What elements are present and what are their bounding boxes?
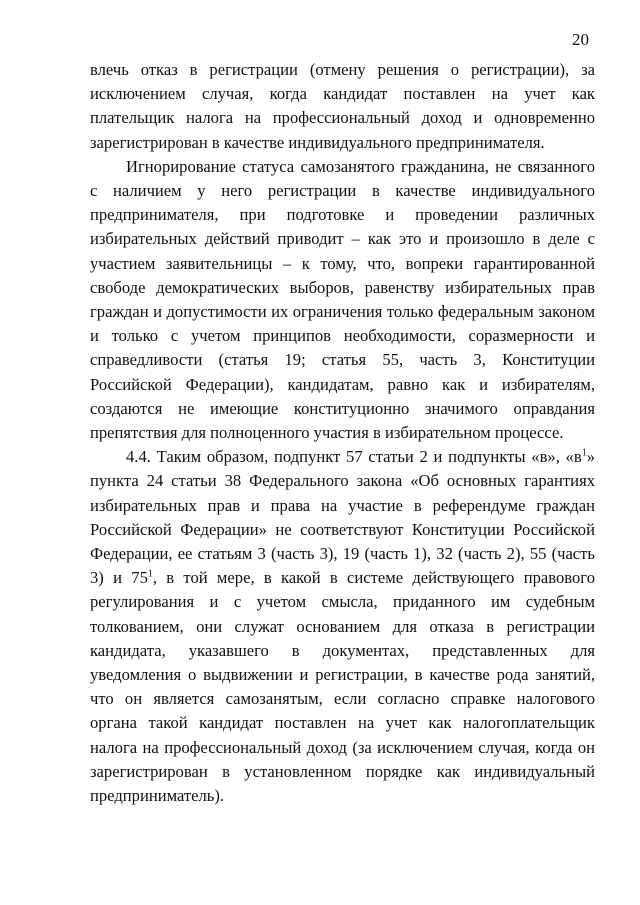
conclusion-text-part-1: 4.4. Таким образом, подпункт 57 статьи 2 и подпункты «в», «в [126, 447, 582, 467]
paragraph-continuation: влечь отказ в регистрации (отмену решения о регистрации), за исключением случая, когда кандидат поставлен на учет как плательщик налога на профессиональный доход и одновременно зарегистрирован в качестве индивидуального предпринимателя. [90, 60, 595, 152]
superscript-2: 1 [147, 568, 153, 580]
conclusion-text-part-3: , в той мере, в какой в системе действующего правового регулирования и с учетом смысла, приданного им судебным толкованием, они служат основанием для отказа в регистрации кандидата, указавшего в документах, представленных для уведомления о выдвижении и регистрации, в качестве рода занятий, что он является самозанятым, если согласно справке налогового органа такой кандидат поставлен на учет как налогоплательщик налога на профессиональный доход (за исключением случая, когда он зарегистрирован в установленном порядке как индивидуальный предприниматель). [90, 568, 595, 806]
page-number: 20 [572, 30, 589, 49]
document-body [90, 58, 595, 808]
paragraph-conclusion-4-4 [90, 445, 595, 808]
conclusion-text-part-2: » пункта 24 статьи 38 Федерального закона «Об основных гарантиях избирательных прав и права на участие в референдуме граждан Российской Федерации» не соответствуют Конституции Российской Федерации, ее статьям 3 (часть 3), 19 (часть 1), 32 (часть 2), 55 (часть 3) и 75 [90, 447, 595, 588]
paragraph-self-employed-status: Игнорирование статуса самозанятого гражданина, не связанного с наличием у него регистрации в качестве индивидуального предпринимателя, при подготовке и проведении различных избирательных действий приводит – как это и произошло в деле с участием заявительницы – к тому, что, вопреки гарантированной свободе демократических выборов, равенству избирательных прав граждан и допустимости их ограничения только федеральным законом и только с учетом принципов необходимости, соразмерности и справедливости (статья 19; статья 55, часть 3, Конституции Российской Федерации), кандидатам, равно как и избирателям, создаются не имеющие конституционно значимого оправдания препятствия для полноценного участия в избирательном процессе. [90, 156, 595, 443]
superscript-1: 1 [581, 447, 587, 459]
